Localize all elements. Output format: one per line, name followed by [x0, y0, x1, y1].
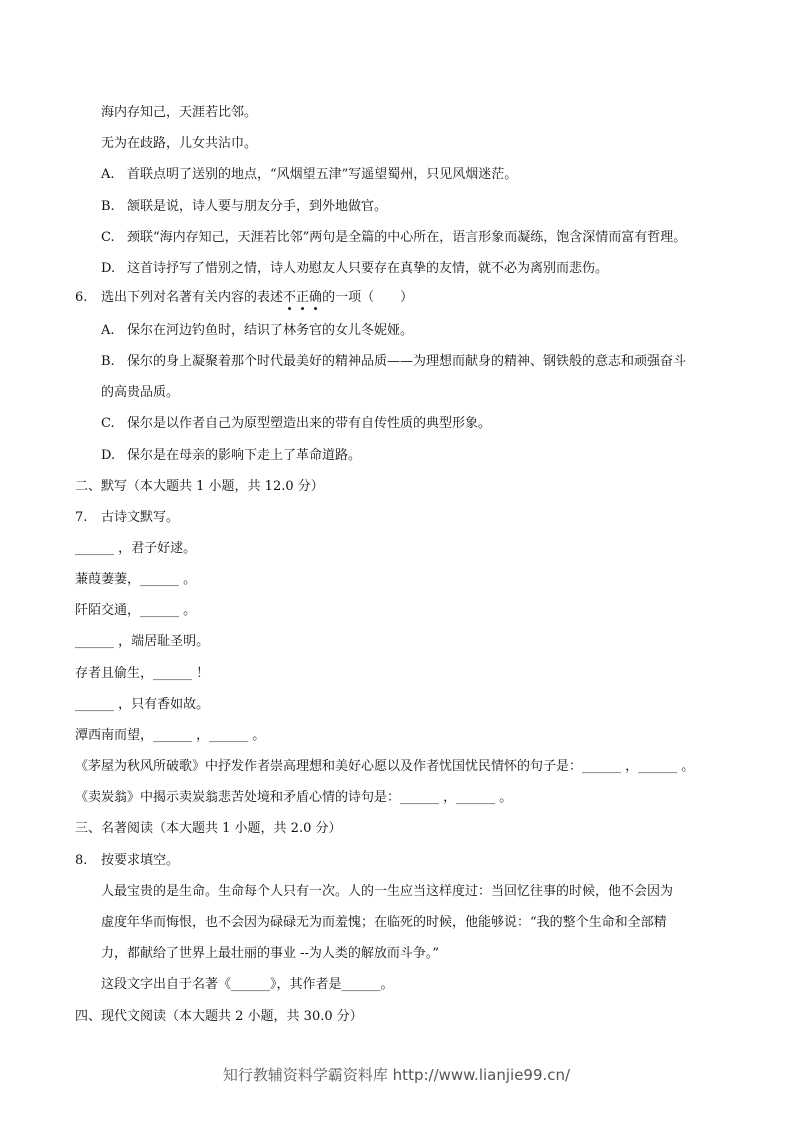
section-heading: 三、名著阅读（本大题共 1 小题，共 2.0 分） — [75, 821, 342, 836]
q6-option-b-cont: 的高贵品质。 — [101, 385, 180, 400]
emphasis-char: 不 — [283, 290, 297, 305]
option-letter: C. — [101, 230, 115, 245]
q5-option-d — [101, 260, 608, 278]
q7-line: ______ ，只有香如故。 — [75, 697, 210, 712]
section-heading: 四、现代文阅读（本大题共 2 小题，共 30.0 分） — [75, 1009, 363, 1024]
q8-passage-line: 力，都献给了世界上最壮丽的事业 --为人类的解放而斗争。” — [101, 946, 440, 961]
option-letter: B. — [101, 199, 115, 214]
poem-line: 无为在歧路，儿女共沾巾。 — [101, 136, 258, 151]
option-letter: C. — [101, 416, 115, 431]
q6-option-a — [101, 322, 413, 340]
q7-line: ______ ，君子好逑。 — [75, 541, 197, 556]
q6-option-d — [101, 447, 361, 465]
q8-passage-line: 虚度年华而悔恨，也不会因为碌碌无为而羞愧；在临死的时候，他能够说：“我的整个生命和全部精 — [101, 915, 667, 930]
question-number: 6. — [75, 290, 88, 305]
option-text: 保尔的身上凝聚着那个时代最美好的精神品质——为理想而献身的精神、钢铁般的意志和顽强奋斗 — [127, 354, 687, 369]
stem-text: 的一项（ ） — [322, 290, 414, 305]
option-letter: D. — [101, 261, 116, 276]
q5-option-c — [101, 229, 686, 247]
q7-line: 《茅屋为秋风所破歌》中抒发作者崇高理想和美好心愿以及作者忧国忧民情怀的句子是：______ ，______ 。 — [75, 759, 695, 774]
option-letter: A. — [101, 323, 115, 338]
q5-option-b — [101, 198, 387, 216]
q7-line: 潭西南而望，______ ，______ 。 — [75, 728, 266, 743]
option-text: 颈联“海内存知己，天涯若比邻”两句是全篇的中心所在，语言形象而凝练，饱含深情而富有哲理。 — [127, 230, 687, 245]
option-text: 颔联是说，诗人要与朋友分手，到外地做官。 — [127, 199, 388, 214]
q6-option-b — [101, 353, 686, 371]
section-heading: 二、默写（本大题共 1 小题，共 12.0 分） — [75, 479, 324, 494]
option-letter: D. — [101, 448, 116, 463]
stem-text: 古诗文默写。 — [101, 510, 180, 525]
q7-line: 蒹葭萋萋，______ 。 — [75, 572, 197, 587]
q6-option-c — [101, 415, 491, 433]
option-text: 这首诗抒写了惜别之情，诗人劝慰友人只要存在真挚的友情，就不必为离别而悲伤。 — [127, 261, 609, 276]
option-text: 保尔在河边钓鱼时，结识了林务官的女儿冬妮娅。 — [127, 323, 414, 338]
footer-watermark: 知行教辅资料学霸资料库 http://www.lianjie99.cn/ — [222, 1066, 571, 1084]
question-number: 7. — [75, 510, 88, 525]
q7-line: ______ ，端居耻圣明。 — [75, 634, 210, 649]
q7-stem — [75, 509, 179, 527]
emphasis-char: 确 — [309, 290, 323, 305]
emphasis-char: 正 — [296, 290, 310, 305]
q8-passage-line: 人最宝贵的是生命。生命每个人只有一次。人的一生应当这样度过：当回忆往事的时候，他不会因为 — [101, 884, 674, 899]
option-letter: A. — [101, 167, 115, 182]
stem-text: 按要求填空。 — [101, 853, 180, 868]
q7-line: 阡陌交通，______ 。 — [75, 603, 197, 618]
q6-stem — [75, 289, 413, 307]
option-letter: B. — [101, 354, 115, 369]
q8-question: 这段文字出自于名著《______》，其作者是______。 — [101, 977, 394, 992]
stem-text: 选出下列对名著有关内容的表述 — [101, 290, 284, 305]
q8-stem — [75, 852, 179, 870]
q7-line: 《卖炭翁》中揭示卖炭翁悲苦处境和矛盾心情的诗句是：______ ，______ 。 — [75, 790, 513, 805]
option-text: 保尔是以作者自己为原型塑造出来的带有自传性质的典型形象。 — [127, 416, 492, 431]
q7-line: 存者且偷生，______ ！ — [75, 666, 210, 681]
option-text: 首联点明了送别的地点，“风烟望五津”写遥望蜀州，只见风烟迷茫。 — [127, 167, 518, 182]
poem-line: 海内存知己，天涯若比邻。 — [101, 105, 258, 120]
option-text: 保尔是在母亲的影响下走上了革命道路。 — [127, 448, 362, 463]
q5-option-a — [101, 166, 517, 184]
question-number: 8. — [75, 853, 88, 868]
